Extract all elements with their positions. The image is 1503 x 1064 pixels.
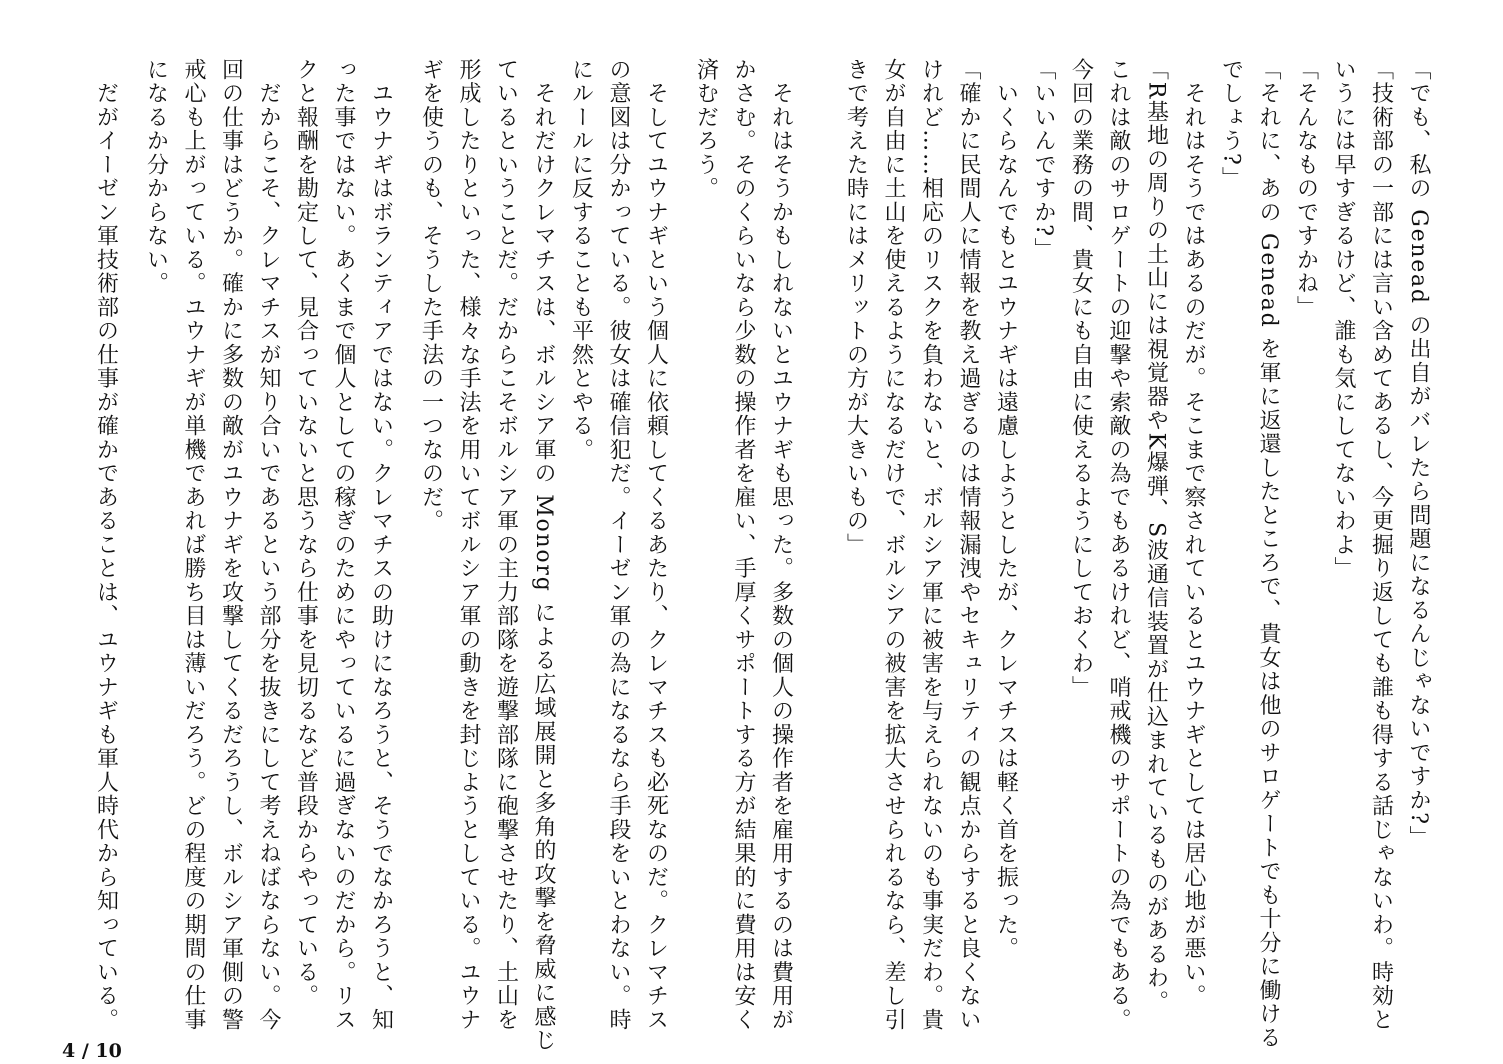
text-line: けれど……相応のリスクを負わないと、ボルシア軍に被害を与えられないのも事実だわ。貴 [918,58,944,1032]
text-line: の意図は分かっている。彼女は確信犯だ。イーゼン軍の為になるなら手段をいとわない。時 [606,58,631,1032]
text-line: ユウナギはボランティアではない。クレマチスの助けになろうと、そうでなかろうと、知 [368,58,394,1032]
vertical-text-body [87,58,1437,1053]
text-line: だがイーゼン軍技術部の仕事が確かであることは、ユウナギも軍人時代から知っている。 [93,58,119,1032]
text-line: 済むだろう。 [693,58,719,201]
text-line: になるか分からない。 [143,58,169,296]
text-line: った事ではない。あくまで個人としての稼ぎのためにやっているに過ぎないのだから。リス [331,58,356,1032]
text-line: にルールに反することも平然とやる。 [568,58,594,462]
text-line: きで考えた時にはメリットの方が大きいもの」 [843,58,869,557]
text-line: クと報酬を勘定して、見合っていないと思うなら仕事を見切るなど普段からやっている。 [293,58,319,1008]
text-line: 女が自由に土山を使えるようになるだけで、ボルシアの被害を拡大させられるなら、差し引 [881,58,906,1032]
text-line: ているということだ。だからこそボルシア軍の主力部隊を遊撃部隊に砲撃させたり、土山を [493,58,519,1032]
text-line: 今回の業務の間、貴女にも自由に使えるようにしておくわ」 [1068,58,1094,700]
text-line: いくらなんでもとユウナギは遠慮しようとしたが、クレマチスは軽く首を振った。 [993,58,1019,961]
text-line: 「いいんですか?」 [1031,58,1056,262]
text-line: 戒心も上がっている。ユウナギが単機であれば勝ち目は薄いだろう。どの程度の期間の仕事 [181,58,206,1032]
text-line: 「技術部の一部には言い含めてあるし、今更掘り返しても誰も得する話じゃないわ。時効と [1368,58,1394,1032]
text-line: それはそうではあるのだが。そこまで察されているとユウナギとしては居心地が悪い。 [1181,58,1206,1008]
text-line: だからこそ、クレマチスが知り合いであるという部分を抜きにして考えねばならない。今 [256,58,281,1032]
text-line: かさむ。そのくらいなら少数の操作者を雇い、手厚くサポートする方が結果的に費用は安く [731,58,756,1032]
text-line: ギを使うのも、そうした手法の一つなのだ。 [418,58,444,533]
text-line: 「そんなものですかね」 [1293,58,1319,320]
text-line: 「確かに民間人に情報を教え過ぎるのは情報漏洩やセキュリティの観点からすると良くない [956,58,981,1032]
text-line: それはそうかもしれないとユウナギも思った。多数の個人の操作者を雇用するのは費用が [768,58,794,1032]
text-line: それだけクレマチスは、ボルシア軍の Monorg による広域展開と多角的攻撃を脅威に感じ [531,58,556,1053]
page-number: 4 / 10 [62,1040,122,1062]
text-line: 「でも、私の Genead の出自がバレたら問題になるんじゃないですか?」 [1406,58,1431,850]
text-line: いうには早すぎるけど、誰も気にしてないわよ」 [1331,58,1356,581]
text-line: でしょう?」 [1218,58,1244,191]
text-line: 「それに、あの Genead を軍に返還したところで、貴女は他のサロゲートでも十分に働ける [1256,58,1281,1050]
text-line: そしてユウナギという個人に依頼してくるあたり、クレマチスも必死なのだ。クレマチス [643,58,669,1032]
text-line: これは敵のサロゲートの迎撃や索敵の為でもあるけれど、哨戒機のサポートの為でもある。 [1106,58,1131,1032]
text-line: 形成したりといった、様々な手法を用いてボルシア軍の動きを封じようとしている。ユウナ [456,58,481,1032]
text-line: 回の仕事はどうか。確かに多数の敵がユウナギを攻撃してくるだろうし、ボルシア軍側の警 [218,58,244,1032]
text-line: 「R基地の周りの土山には視覚器やK爆弾、S波通信装置が仕込まれているものがあるわ。 [1143,58,1169,1014]
